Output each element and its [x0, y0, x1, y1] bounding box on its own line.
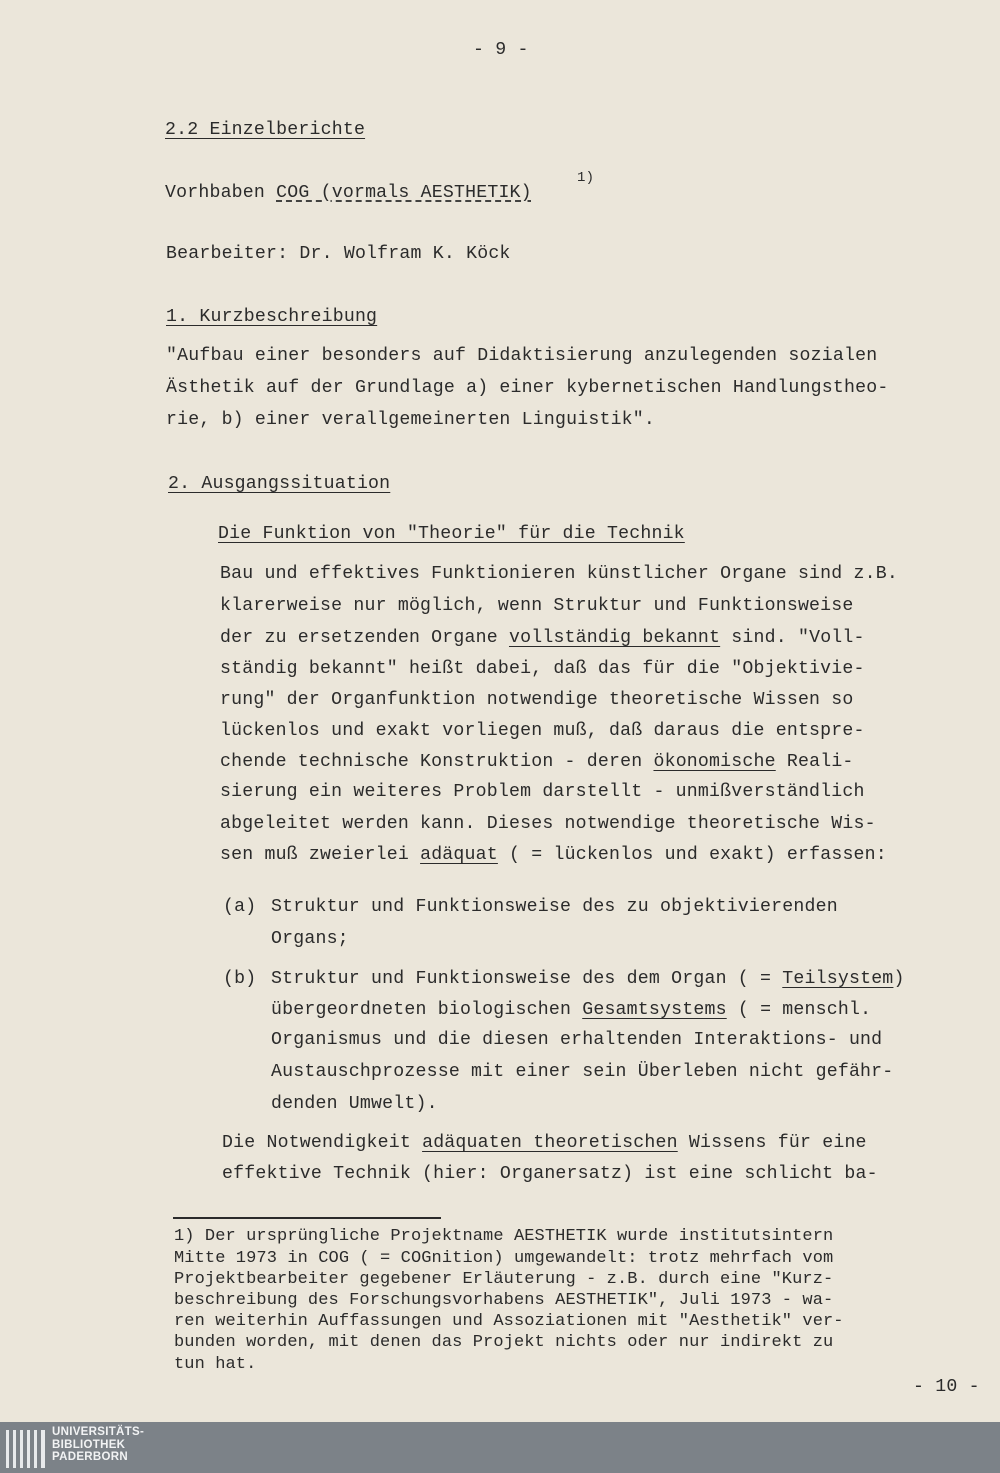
footnote-line: Mitte 1973 in COG ( = COGnition) umgewandelt: trotz mehrfach vom	[174, 1249, 834, 1268]
kurz-line: "Aufbau einer besonders auf Didaktisierung anzulegenden sozialen	[166, 346, 878, 366]
ausgang-heading: 2. Ausgangssituation	[168, 474, 391, 494]
kurz-heading: 1. Kurzbeschreibung	[166, 307, 378, 327]
ausgang-subheading: Die Funktion von "Theorie" für die Technik	[218, 524, 685, 544]
item-a-line: Struktur und Funktionsweise des zu objektivierenden	[271, 897, 838, 917]
para-line: Bau und effektives Funktionieren künstlicher Organe sind z.B.	[220, 564, 898, 584]
section-heading: 2.2 Einzelberichte	[165, 120, 366, 140]
kurz-line: Ästhetik auf der Grundlage a) einer kybernetischen Handlungstheo-	[166, 378, 889, 398]
item-b-line: Organismus und die diesen erhaltenden Interaktions- und	[271, 1030, 883, 1050]
footnote-line: tun hat.	[174, 1355, 257, 1374]
footnote-line: bunden worden, mit denen das Projekt nichts oder nur indirekt zu	[174, 1333, 834, 1352]
item-b-line: Austauschprozesse mit einer sein Überleben nicht gefähr-	[271, 1062, 894, 1082]
project-title	[165, 183, 532, 203]
footnote-line: ren weiterhin Auffassungen und Assoziationen mit "Aesthetik" ver-	[174, 1312, 844, 1331]
emphasis-adaequat: adäquat	[420, 845, 498, 865]
library-name: UNIVERSITÄTS- BIBLIOTHEK PADERBORN	[52, 1426, 145, 1463]
item-b-label: (b)	[223, 969, 257, 989]
item-a-line: Organs;	[271, 929, 349, 949]
footnote-ref: 1)	[577, 170, 595, 186]
emphasis-gesamtsystems: Gesamtsystems	[582, 1000, 727, 1020]
footnote-divider	[173, 1217, 441, 1219]
emphasis-adaequaten: adäquaten theoretischen	[422, 1133, 678, 1153]
para2-line: effektive Technik (hier: Organersatz) ist eine schlicht ba-	[222, 1164, 878, 1184]
project-label: Vorhbaben	[165, 183, 266, 203]
item-b-line: übergeordneten biologischen Gesamtsystems ( = menschl.	[271, 1000, 872, 1020]
para-line: klarerweise nur möglich, wenn Struktur und Funktionsweise	[220, 596, 854, 616]
para-line: ständig bekannt" heißt dabei, daß das für die "Objektivie-	[220, 659, 865, 679]
para-line: sen muß zweierlei adäquat ( = lückenlos und exakt) erfassen:	[220, 845, 887, 865]
emphasis-teilsystem: Teilsystem	[782, 969, 894, 989]
next-page-marker: - 10 -	[913, 1377, 980, 1397]
item-b-line: Struktur und Funktionsweise des dem Organ ( = Teilsystem)	[271, 969, 905, 989]
author-line: Bearbeiter: Dr. Wolfram K. Köck	[166, 244, 511, 264]
para-line: lückenlos und exakt vorliegen muß, daß daraus die entspre-	[220, 721, 865, 741]
para-line: sierung ein weiteres Problem darstellt - unmißverständlich	[220, 782, 865, 802]
para-line: der zu ersetzenden Organe vollständig bekannt sind. "Voll-	[220, 628, 865, 648]
item-b-line: denden Umwelt).	[271, 1094, 438, 1114]
project-name: COG (vormals AESTHETIK)	[276, 183, 532, 203]
library-logo-icon	[6, 1430, 46, 1468]
footnote-line: Projektbearbeiter gegebener Erläuterung - z.B. durch eine "Kurz-	[174, 1270, 834, 1289]
item-a-label: (a)	[223, 897, 257, 917]
library-footer	[0, 1422, 1000, 1473]
footnote-line: 1) Der ursprüngliche Projektname AESTHETIK wurde institutsintern	[174, 1227, 834, 1246]
para-line: chende technische Konstruktion - deren ökonomische Reali-	[220, 752, 854, 772]
para2-line: Die Notwendigkeit adäquaten theoretischen Wissens für eine	[222, 1133, 867, 1153]
kurz-line: rie, b) einer verallgemeinerten Linguistik".	[166, 410, 656, 430]
emphasis-vollstaendig: vollständig bekannt	[508, 628, 721, 648]
page-number: - 9 -	[473, 40, 529, 60]
para-line: abgeleitet werden kann. Dieses notwendige theoretische Wis-	[220, 814, 876, 834]
emphasis-oekonomische: ökonomische	[653, 752, 776, 772]
footnote-line: beschreibung des Forschungsvorhabens AESTHETIK", Juli 1973 - wa-	[174, 1291, 834, 1310]
para-line: rung" der Organfunktion notwendige theoretische Wissen so	[220, 690, 854, 710]
